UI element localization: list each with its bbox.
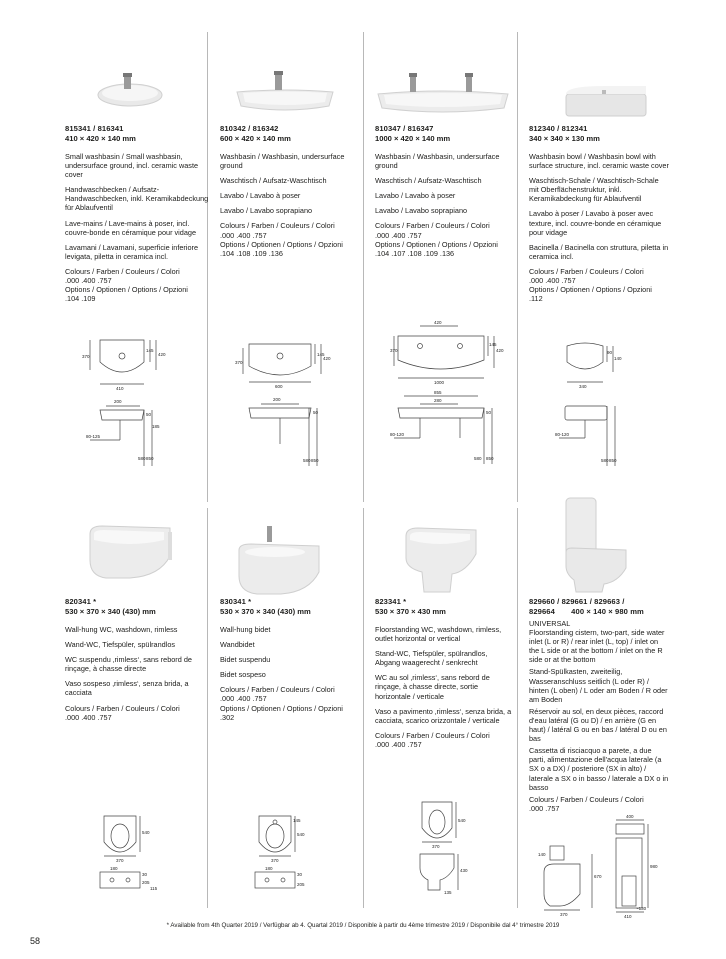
column-separator	[517, 32, 518, 502]
dim-label: 370	[271, 858, 279, 863]
colours-options: Colours / Farben / Couleurs / Colori .000 .400 .757 Options / Optionen / Options / Opzioni .104 .107 .108 .109 .136	[375, 221, 498, 258]
dim-label: 180	[265, 866, 273, 871]
column-separator	[517, 508, 518, 908]
product-code: 810342 / 816342	[220, 124, 279, 133]
desc-de: Wandbidet	[220, 640, 255, 650]
dim-label: 400	[626, 814, 634, 819]
desc-de: Stand-WC, Tiefspüler, spülrandlos, Abgang waagerecht / senkrecht	[375, 649, 488, 668]
dim-label: 670	[594, 874, 602, 879]
desc-it: Vaso sospeso ‚rimless‘, senza brida, a cacciata	[65, 679, 189, 698]
column-separator	[363, 32, 364, 502]
colours-options: Colours / Farben / Couleurs / Colori .000 .400 .757 Options / Optionen / Options / Opzioni .104 .108 .109 .136	[220, 221, 343, 258]
product-code-2: 829664	[529, 606, 555, 616]
product-code: 823341 *	[375, 597, 407, 606]
product-code: 812340 / 812341	[529, 124, 588, 133]
desc-en: Small washbasin / Small washbasin, undersurface ground, incl. ceramic waste cover	[65, 152, 199, 180]
desc-fr: Lavabo à poser / Lavabo à poser avec texture, incl. couvre-bonde en céramique pour vidage	[529, 209, 662, 237]
product-code-line2	[529, 607, 669, 617]
technical-drawing-810347	[390, 316, 510, 466]
technical-drawing-815341	[80, 336, 200, 468]
dim-label: 540	[458, 818, 466, 823]
dim-label: 115	[150, 886, 158, 891]
desc-en: Washbasin / Washbasin, undersurface ground	[375, 152, 500, 171]
dim-label: 370	[432, 844, 440, 849]
desc-fr: Lavabo / Lavabo à poser	[220, 191, 301, 201]
product-description	[220, 625, 360, 722]
dim-label: 90	[607, 350, 613, 355]
dim-label: 580	[474, 456, 482, 461]
product-code: 815341 / 816341	[65, 124, 124, 133]
column-separator	[363, 508, 364, 908]
desc-de: Waschtisch / Aufsatz-Waschtisch	[375, 176, 482, 186]
product-column-823341	[375, 597, 513, 755]
desc-en: UNIVERSAL Floorstanding cistern, two-part, side water inlet (L or R) / rear inlet (L, top) / inlet on the L side or at the bottom / inlet on the R side or at the bottom	[529, 619, 665, 665]
dim-label: 280	[434, 398, 442, 403]
dim-label: 855	[434, 390, 442, 395]
technical-drawing-830341	[245, 812, 345, 892]
dim-label: 980	[650, 864, 658, 869]
product-image-washbasin-bowl	[526, 38, 666, 125]
dim-label: 145	[146, 348, 154, 353]
dim-label: 420	[434, 320, 442, 325]
dim-label: 540	[297, 832, 305, 837]
product-dimensions: 400 × 140 × 980 mm	[571, 606, 644, 616]
product-description	[529, 619, 669, 813]
product-image-wall-hung-wc	[60, 514, 200, 599]
dim-label: 30	[142, 872, 148, 877]
desc-fr: Réservoir au sol, en deux pièces, raccord d'eau latéral (G ou D) / en arrière (G en haut) / latéral G ou en bas / latéral D ou en bas	[529, 706, 667, 744]
product-code: 820341 *	[65, 597, 97, 606]
colours-options: Colours / Farben / Couleurs / Colori .000 .400 .757	[375, 730, 490, 749]
desc-en: Wall-hung WC, washdown, rimless	[65, 625, 178, 634]
product-column-810342	[220, 124, 360, 264]
product-column-820341	[65, 597, 205, 728]
product-description	[65, 152, 215, 303]
dim-label: ~130	[636, 906, 647, 911]
dim-label: 205	[142, 880, 150, 885]
dim-label: 370	[235, 360, 243, 365]
dim-label: 850	[609, 458, 617, 463]
desc-en: Washbasin bowl / Washbasin bowl with surface structure, incl. ceramic waste cover	[529, 152, 669, 171]
product-image-wall-hung-bidet	[215, 522, 355, 607]
desc-fr: Lave-mains / Lave-mains à poser, incl. couvre-bonde en céramique pour vidage	[65, 218, 197, 237]
page-number: 58	[30, 936, 41, 946]
dim-label: 145	[317, 352, 325, 357]
dim-label: 145	[489, 342, 497, 347]
dim-label: 370	[116, 858, 124, 863]
product-description	[65, 625, 205, 722]
desc-en: Wall-hung bidet	[220, 625, 271, 634]
dim-label: 410	[624, 914, 632, 919]
dim-label: 430	[460, 868, 468, 873]
dim-label: 420	[323, 356, 331, 361]
dim-label: 370	[82, 354, 90, 359]
product-column-812340	[529, 124, 669, 309]
desc-it: Lavamani / Lavamani, superficie inferiore levigata, piletta in ceramica incl.	[65, 242, 199, 261]
product-dimensions: 410 × 420 × 140 mm	[65, 133, 136, 143]
dim-label: 540	[142, 830, 150, 835]
product-description	[375, 625, 513, 749]
desc-en: Floorstanding WC, washdown, rimless, outlet horizontal or vertical	[375, 625, 502, 644]
dim-label: 80-120	[390, 432, 405, 437]
colours-options: Colours / Farben / Couleurs / Colori .000 .757	[529, 794, 644, 813]
dim-label: 850	[311, 458, 319, 463]
product-image-small-washbasin	[60, 38, 200, 125]
product-dimensions: 530 × 370 × 340 (430) mm	[220, 606, 311, 616]
desc-it: Bidet sospeso	[220, 670, 266, 680]
desc-it: Bacinella / Bacinella con struttura, piletta in ceramica incl.	[529, 242, 669, 261]
footnote: * Available from 4th Quarter 2019 / Verfügbar ab 4. Quartal 2019 / Disponible à partir du 4ème trimestre 2019 / Disponibile dal 4° trimestre 2019	[166, 922, 560, 929]
technical-drawing-812340	[545, 340, 665, 470]
technical-drawing-820341	[90, 812, 190, 892]
dim-label: 850	[486, 456, 494, 461]
technical-drawing-829660	[530, 814, 660, 920]
dim-label: 580	[138, 456, 146, 461]
product-column-829660	[529, 597, 669, 816]
desc-de: Stand-Spülkasten, zweiteilig, Wasseranschluss seitlich (L oder R) / hinten (L oben) / L oder am Boden / R oder am Boden	[529, 667, 668, 704]
colours-options: Colours / Farben / Couleurs / Colori .000 .400 .757	[65, 703, 180, 722]
dim-label: 420	[496, 348, 504, 353]
desc-en: Washbasin / Washbasin, undersurface ground	[220, 152, 345, 171]
colours-options: Colours / Farben / Couleurs / Colori .000 .400 .757 Options / Optionen / Options / Opzioni .104 .109	[65, 266, 188, 304]
dim-label: 135	[444, 890, 452, 894]
desc-it: Lavabo / Lavabo soprapiano	[375, 206, 468, 216]
dim-label: 140	[614, 356, 622, 361]
dim-label: 580	[303, 458, 311, 463]
product-code: 829660 / 829661 / 829663 /	[529, 597, 625, 606]
dim-label: 200	[273, 397, 281, 402]
technical-drawing-810342	[235, 340, 355, 470]
colours-options: Colours / Farben / Couleurs / Colori .000 .400 .757 Options / Optionen / Options / Opzioni .302	[220, 685, 343, 722]
dim-label: 370	[390, 348, 398, 353]
desc-fr: Bidet suspendu	[220, 655, 271, 665]
dim-label: 50	[313, 410, 319, 415]
product-dimensions: 600 × 420 × 140 mm	[220, 133, 291, 143]
product-dimensions: 340 × 340 × 130 mm	[529, 133, 600, 143]
dim-label: 145	[293, 818, 301, 823]
dim-label: 340	[579, 384, 587, 389]
dim-label: 80-120	[555, 432, 570, 437]
product-dimensions: 530 × 370 × 430 mm	[375, 606, 446, 616]
product-description	[375, 152, 515, 258]
desc-fr: Lavabo / Lavabo à poser	[375, 191, 456, 201]
product-description	[529, 152, 669, 303]
technical-drawing-823341	[410, 798, 510, 894]
dim-label: 180	[110, 866, 118, 871]
dim-label: 420	[158, 352, 166, 357]
dim-label: 410	[116, 386, 124, 391]
dim-label: 185	[152, 424, 160, 429]
product-column-815341	[65, 124, 215, 309]
dim-label: 30	[297, 872, 303, 877]
dim-label: 370	[560, 912, 568, 917]
dim-label: 50	[146, 412, 152, 417]
desc-it: Cassetta di risciacquo a parete, a due parti, alimentazione dell'acqua laterale (a SX o a DX) / posteriore (SX in alto) / laterale a SX o in basso / laterale a DX o in basso	[529, 746, 669, 792]
product-column-830341	[220, 597, 360, 728]
dim-label: 50	[486, 410, 492, 415]
colours-options: Colours / Farben / Couleurs / Colori .000 .400 .757 Options / Optionen / Options / Opzioni .112	[529, 266, 652, 304]
product-column-810347	[375, 124, 515, 264]
dim-label: 200	[114, 399, 122, 404]
desc-de: Waschtisch / Aufsatz-Waschtisch	[220, 176, 327, 186]
product-dimensions: 530 × 370 × 340 (430) mm	[65, 606, 156, 616]
desc-it: Lavabo / Lavabo soprapiano	[220, 206, 313, 216]
desc-fr: WC au sol ‚rimless‘, sans rebord de rinçage, à chasse directe, sortie horizontale / verticale	[375, 673, 490, 701]
desc-de: Handwaschbecken / Aufsatz-Handwaschbecken, inkl. Keramikabdeckung für Ablaufventil	[65, 185, 209, 213]
dim-label: 80-125	[86, 434, 101, 439]
column-separator	[207, 508, 208, 908]
product-image-floorstanding-wc	[370, 514, 510, 599]
product-image-washbasin-600	[215, 38, 355, 125]
desc-fr: WC suspendu ‚rimless‘, sans rebord de rinçage, à chasse directe	[65, 655, 192, 674]
dim-label: 850	[146, 456, 154, 461]
product-description	[220, 152, 360, 258]
dim-label: 205	[297, 882, 305, 887]
dim-label: 580	[601, 458, 609, 463]
product-image-floorstanding-cistern	[526, 494, 666, 599]
dim-label: 600	[275, 384, 283, 389]
product-image-washbasin-1000	[370, 38, 515, 125]
desc-de: Waschtisch-Schale / Waschtisch-Schale mit Oberflächenstruktur, inkl. Keramikabdeckung für Ablaufventil	[529, 176, 659, 204]
product-dimensions: 1000 × 420 × 140 mm	[375, 133, 451, 143]
product-code: 810347 / 816347	[375, 124, 434, 133]
desc-de: Wand-WC, Tiefspüler, spülrandlos	[65, 640, 176, 650]
dim-label: 1000	[434, 380, 445, 385]
product-code: 830341 *	[220, 597, 252, 606]
dim-label: 140	[538, 852, 546, 857]
desc-it: Vaso a pavimento ‚rimless‘, senza brida, a cacciata, scarico orizzontale / verticale	[375, 706, 512, 725]
